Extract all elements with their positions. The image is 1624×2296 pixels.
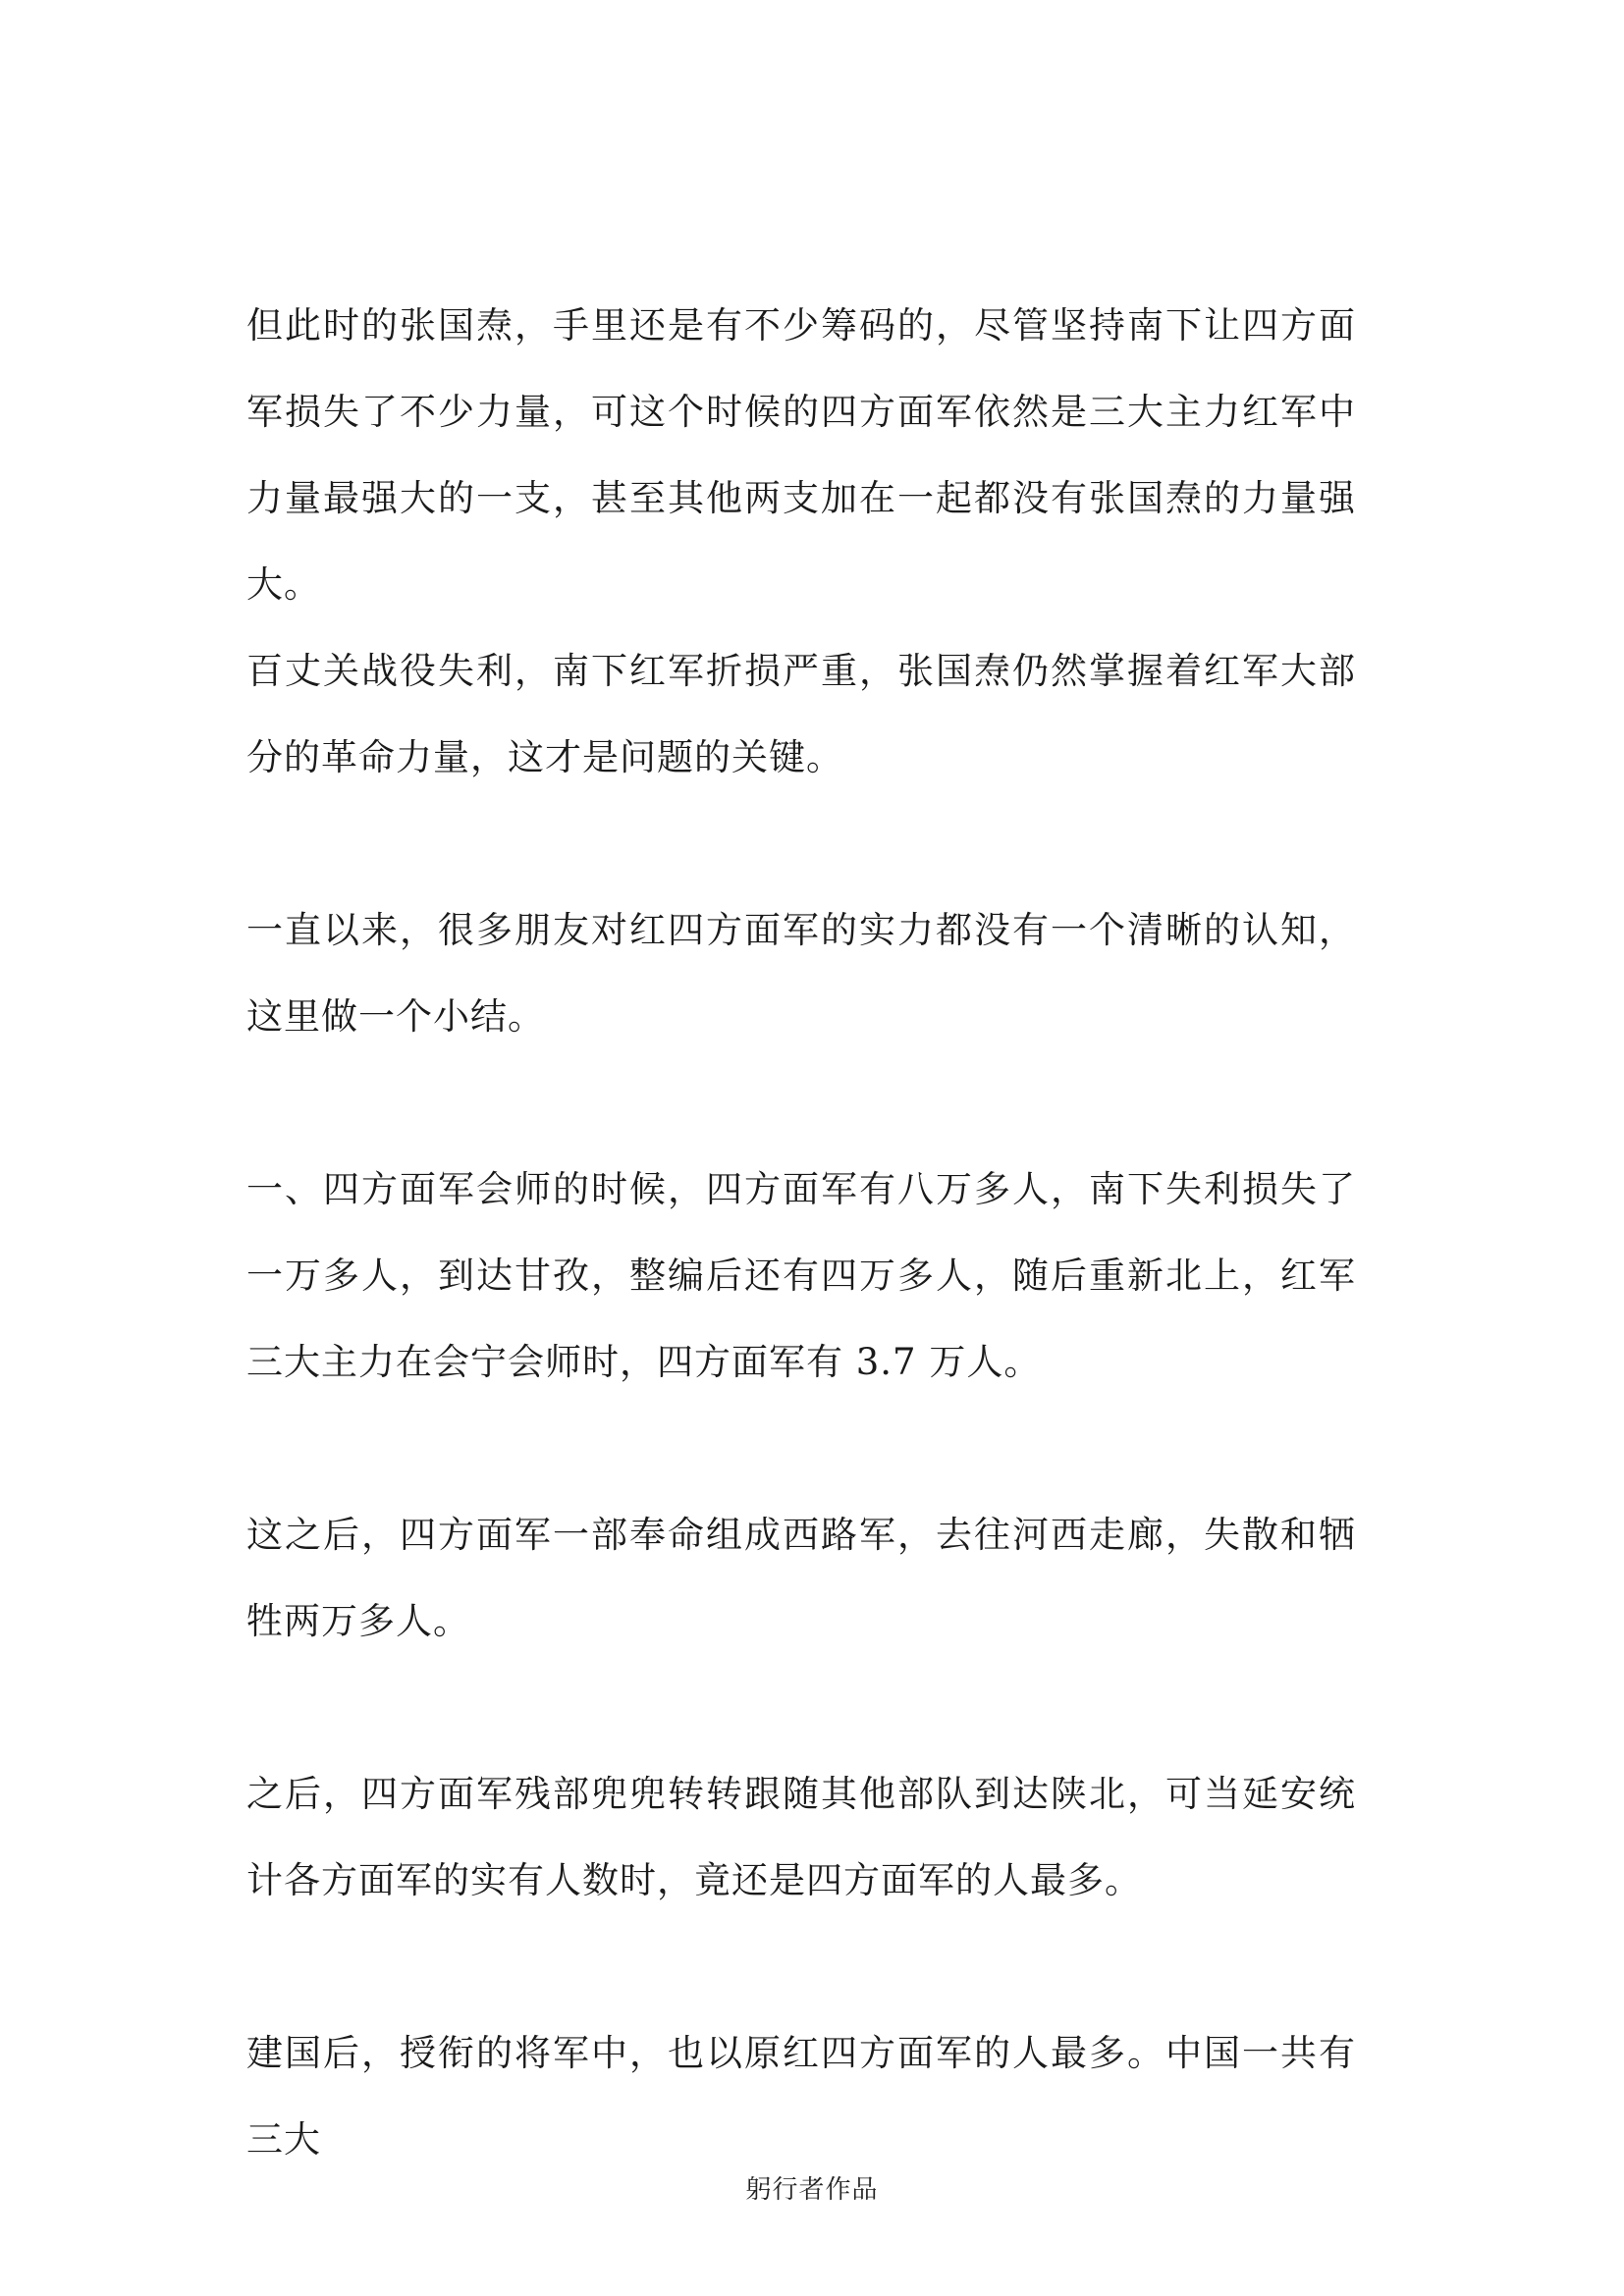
paragraph-4: 一、四方面军会师的时候，四方面军有八万多人，南下失利损失了一万多人，到达甘孜，整编后还有四万多人，随后重新北上，红军三大主力在会宁会师时，四方面军有 3.7 万人。 bbox=[246, 1168, 1356, 1383]
paragraph-5: 这之后，四方面军一部奉命组成西路军，去往河西走廊，失散和牺牲两万多人。 bbox=[246, 1514, 1356, 1642]
paragraph-2: 百丈关战役失利，南下红军折损严重，张国焘仍然掌握着红军大部分的革命力量，这才是问题的关键。 bbox=[246, 650, 1356, 778]
paragraph-3: 一直以来，很多朋友对红四方面军的实力都没有一个清晰的认知，这里做一个小结。 bbox=[246, 909, 1356, 1038]
paragraph-7: 建国后，授衔的将军中，也以原红四方面军的人最多。中国一共有三大 bbox=[246, 2032, 1356, 2161]
paragraph-1: 但此时的张国焘，手里还是有不少筹码的，尽管坚持南下让四方面军损失了不少力量，可这个时候的四方面军依然是三大主力红军中力量最强大的一支，甚至其他两支加在一起都没有张国焘的力量强大。 bbox=[246, 304, 1356, 606]
paragraph-6: 之后，四方面军残部兜兜转转跟随其他部队到达陕北，可当延安统计各方面军的实有人数时，竟还是四方面军的人最多。 bbox=[246, 1773, 1356, 1901]
page-footer: 躬行者作品 bbox=[745, 2175, 879, 2205]
